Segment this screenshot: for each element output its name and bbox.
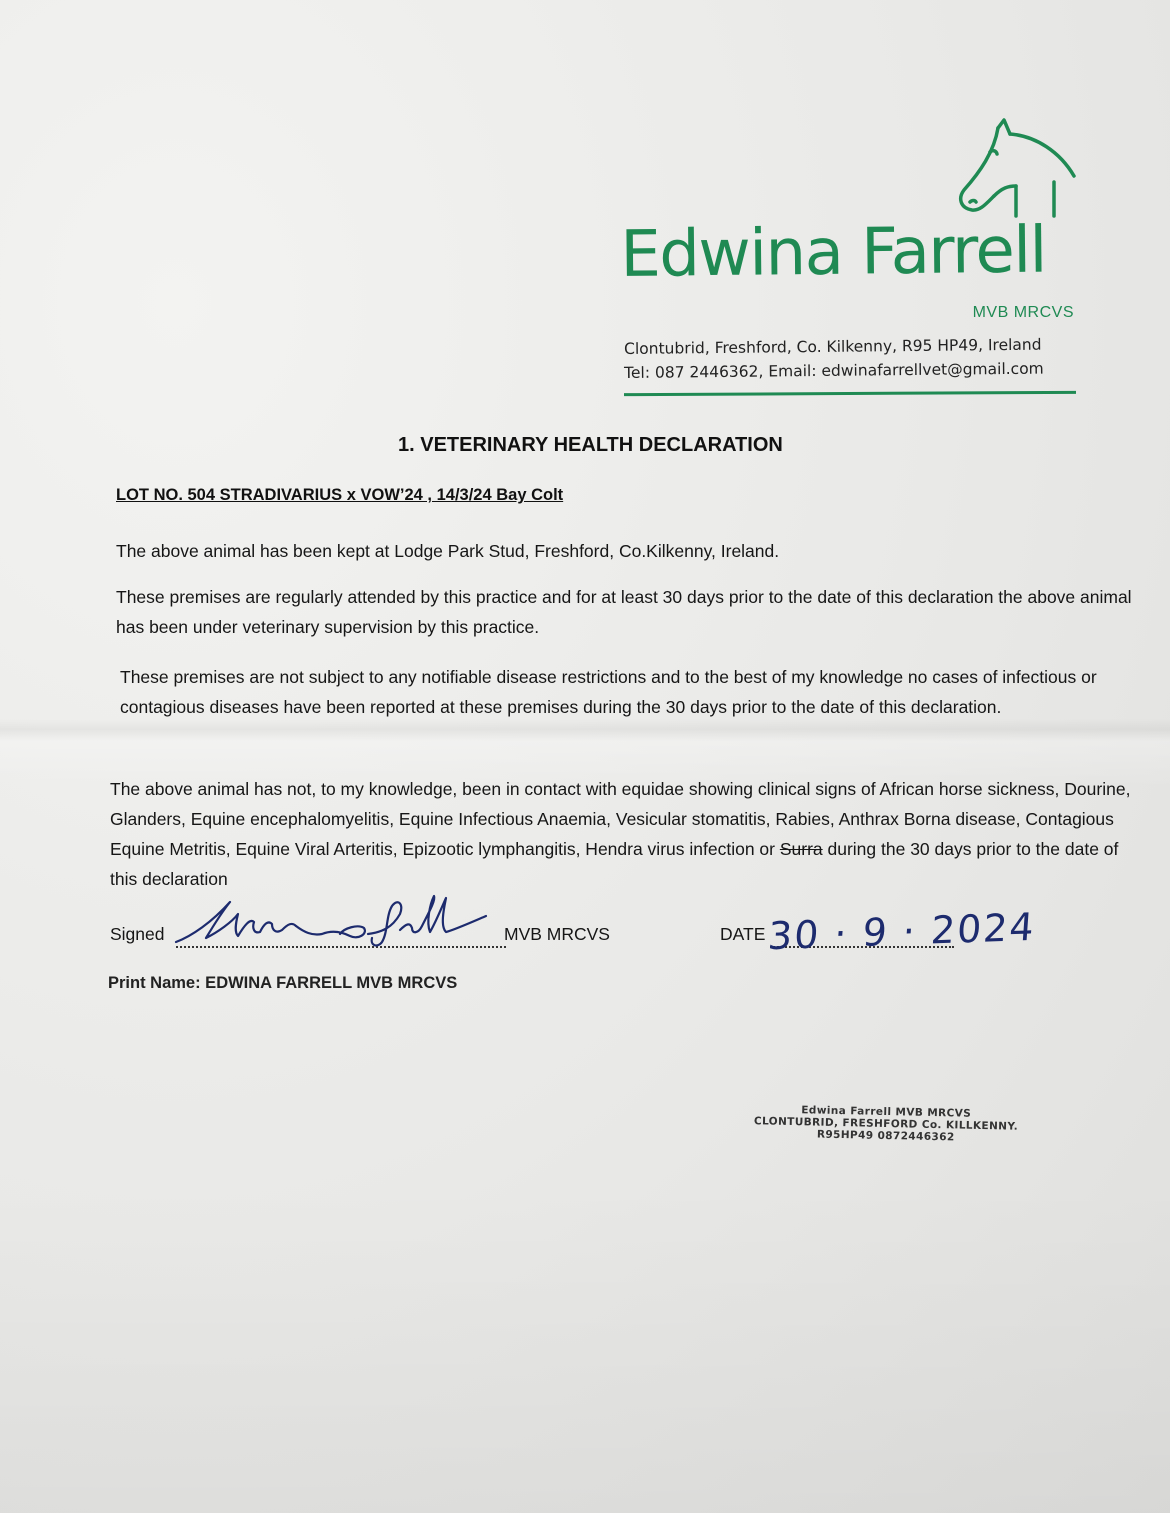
- lot-line: LOT NO. 504 STRADIVARIUS x VOW’24 , 14/3/24 Bay Colt: [116, 486, 564, 504]
- letterhead-rule: [624, 391, 1076, 396]
- date-label: DATE: [720, 924, 766, 944]
- letterhead-address: Clontubrid, Freshford, Co. Kilkenny, R95 HP49, Ireland: [624, 335, 1042, 358]
- document-title: 1. VETERINARY HEALTH DECLARATION: [398, 434, 783, 456]
- paragraph-diseases: [110, 774, 1150, 894]
- paragraph-diseases-end: during the 30 days prior to the date of this declaration: [110, 839, 1119, 889]
- horse-head-icon: [950, 112, 1080, 230]
- stamp-line-address: CLONTUBRID, FRESHFORD Co. KILLKENNY.: [753, 1115, 1019, 1133]
- signed-label: Signed: [110, 924, 165, 944]
- brand-qualifications: MVB MRCVS: [972, 304, 1074, 321]
- paragraph-supervision: These premises are regularly attended by this practice and for at least 30 days prior to the date of this declaration the above animal has been under veterinary supervision by this practice.: [116, 587, 1132, 637]
- brand-name: Edwina Farrell: [620, 213, 1047, 292]
- handwritten-signature: [172, 892, 512, 950]
- paragraph-restrictions: These premises are not subject to any notifiable disease restrictions and to the best of my knowledge no cases of infectious or contagious diseases have been reported at these premises during the 30 days prior to the date of this declaration.: [120, 667, 1097, 717]
- signed-qualifications: MVB MRCVS: [504, 924, 610, 944]
- page-shadow: [0, 1180, 1170, 1513]
- stamp-line-name: Edwina Farrell MVB MRCVS: [801, 1104, 972, 1120]
- practice-stamp: [716, 1102, 1057, 1145]
- letterhead-contact: Tel: 087 2446362, Email: edwinafarrellvet@gmail.com: [624, 359, 1044, 382]
- paragraph-premises: The above animal has been kept at Lodge Park Stud, Freshford, Co.Kilkenny, Ireland.: [116, 541, 780, 561]
- stamp-line-phone: R95HP49 0872446362: [816, 1128, 955, 1144]
- struck-word: Surra: [779, 839, 823, 859]
- handwritten-date: 30 · 9 · 2024: [766, 904, 1038, 959]
- print-name: Print Name: EDWINA FARRELL MVB MRCVS: [108, 974, 458, 992]
- paragraph-diseases-start: The above animal has not, to my knowledge, been in contact with equidae showing clinical signs of African horse sickness, Dourine, Glanders, Equine encephalomyelitis, Equine Infectious Anaemia, Vesicular stomatitis, Rabies, Anthrax Borna disease, Contagious Equine Metritis, Equine Viral Arteritis, Epizootic lymphangitis, Hendra virus infection or: [110, 779, 1131, 859]
